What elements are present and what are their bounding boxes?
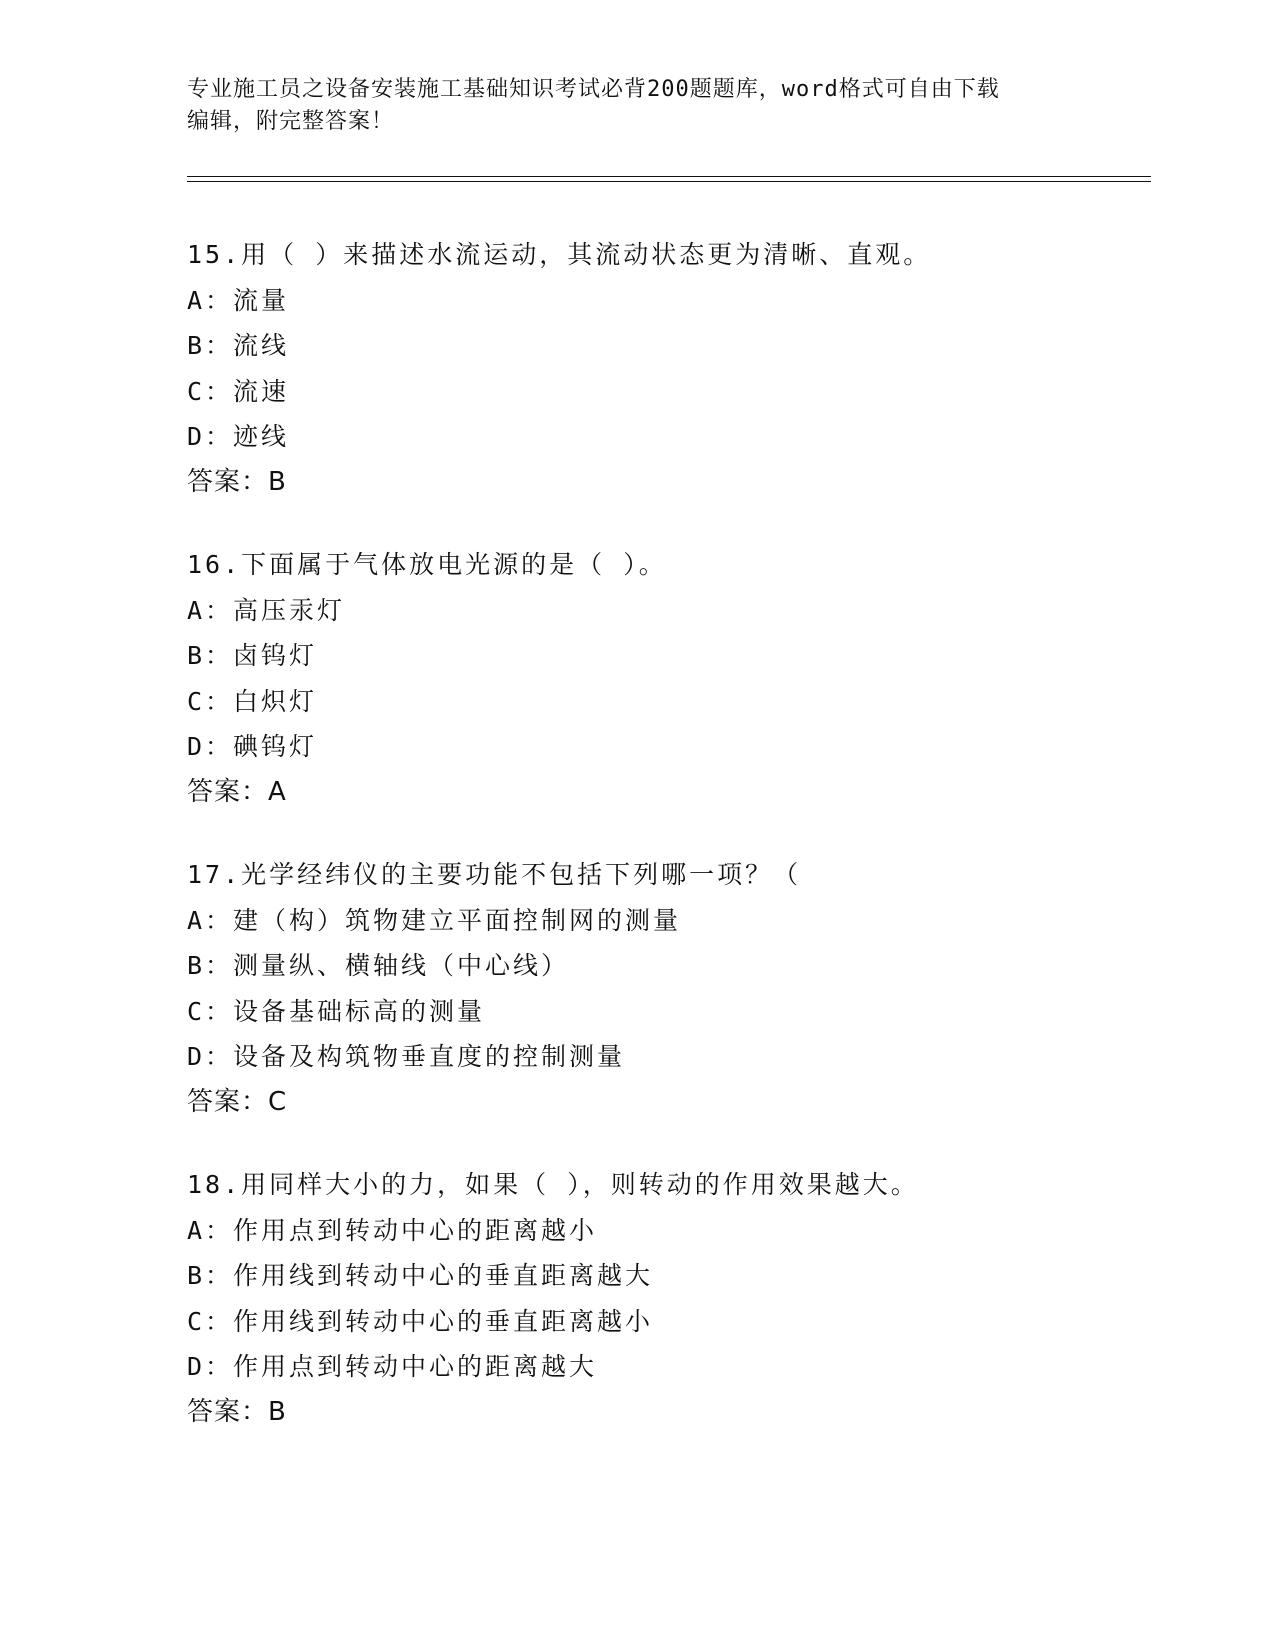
option-c: C：作用线到转动中心的垂直距离越小 (187, 1306, 654, 1336)
question-stem: 15.用（ ）来描述水流运动，其流动状态更为清晰、直观。 (187, 240, 932, 269)
question-17 (187, 852, 1147, 1125)
option-d: D：迹线 (187, 422, 290, 451)
option-a: A：流量 (187, 285, 290, 315)
answer-label: 答案：A (187, 776, 287, 807)
option-d: D：设备及构筑物垂直度的控制测量 (187, 1042, 626, 1071)
option-b: B：流线 (187, 331, 290, 360)
option-a: A：建（构）筑物建立平面控制网的测量 (187, 905, 682, 935)
document-header (187, 74, 1087, 138)
header-title-line-1: 专业施工员之设备安装施工基础知识考试必背200题题库，word格式可自由下载 (187, 77, 1000, 102)
question-18 (187, 1162, 1147, 1435)
option-c: C：流速 (187, 376, 290, 406)
question-stem: 18.用同样大小的力，如果（ ），则转动的作用效果越大。 (187, 1170, 919, 1199)
header-divider-bottom (187, 181, 1151, 182)
option-a: A：作用点到转动中心的距离越小 (187, 1215, 598, 1245)
option-d: D：碘钨灯 (187, 732, 318, 761)
answer-label: 答案：B (187, 1396, 287, 1427)
question-stem: 16.下面属于气体放电光源的是（ ）。 (187, 550, 667, 579)
answer-label: 答案：C (187, 1086, 288, 1117)
question-15 (187, 232, 1147, 505)
question-stem: 17.光学经纬仪的主要功能不包括下列哪一项？（ (187, 860, 802, 889)
question-list (187, 232, 1147, 1472)
option-a: A：高压汞灯 (187, 595, 346, 625)
header-divider-top (187, 176, 1151, 177)
option-b: B：作用线到转动中心的垂直距离越大 (187, 1261, 654, 1290)
answer-label: 答案：B (187, 466, 287, 497)
option-c: C：白炽灯 (187, 686, 318, 716)
option-d: D：作用点到转动中心的距离越大 (187, 1352, 598, 1381)
option-b: B：测量纵、横轴线（中心线） (187, 951, 570, 980)
header-title-line-2: 编辑，附完整答案！ (187, 109, 395, 134)
question-16 (187, 542, 1147, 815)
option-b: B：卤钨灯 (187, 641, 318, 670)
option-c: C：设备基础标高的测量 (187, 996, 486, 1026)
